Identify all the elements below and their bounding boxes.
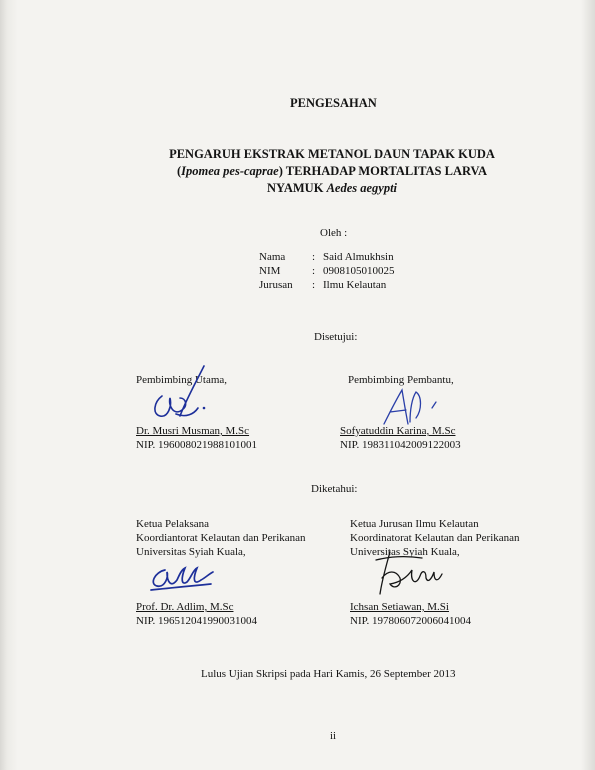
author-row-nim (259, 264, 395, 278)
author-label-nim: NIM (259, 265, 281, 277)
supervisor-main-nip: NIP. 196008021988101001 (136, 439, 258, 451)
title-line-1: PENGARUH EKSTRAK METANOL DAUN TAPAK KUDA (169, 147, 495, 161)
page-edge-shadow-left (0, 0, 18, 770)
signature-coordinator (145, 560, 217, 596)
acknowledged-label: Diketahui: (311, 483, 358, 495)
head-dept-role-line-3: Universitas Syiah Kuala, (350, 546, 460, 558)
page-heading: PENGESAHAN (290, 96, 377, 110)
by-label: Oleh : (320, 227, 348, 239)
coordinator-role-line-3: Universitas Syiah Kuala, (136, 546, 246, 558)
coordinator-nip: NIP. 196512041990031004 (136, 615, 258, 627)
page-number: ii (330, 730, 337, 742)
supervisor-assist-name: Sofyatuddin Karina, M.Sc (340, 425, 456, 437)
signature-head-dept (372, 548, 452, 600)
author-sep-department: : (312, 279, 316, 291)
title-line-3-prefix: NYAMUK (266, 181, 324, 195)
title-plant-species: Ipomea pes-caprae (181, 164, 279, 178)
supervisor-assist-nip: NIP. 198311042009122003 (340, 439, 461, 451)
author-info (259, 250, 395, 292)
exam-statement: Lulus Ujian Skripsi pada Hari Kamis, 26 September 2013 (201, 668, 456, 680)
supervisor-assist-role: Pembimbing Pembantu, (348, 374, 454, 386)
author-sep-nim: : (312, 265, 316, 277)
coordinator-role (136, 517, 306, 559)
signature-supervisor-main (140, 362, 240, 426)
thesis-title: PENGARUH EKSTRAK METANOL DAUN TAPAK KUDA (Ipomea pes-caprae) TERHADAP MORTALITAS LARVA NYAMUK Aedes aegypti (169, 147, 495, 195)
coordinator-name: Prof. Dr. Adlim, M.Sc (136, 601, 234, 613)
author-label-department: Jurusan (259, 279, 293, 291)
title-mosquito-species: Aedes aegypti (326, 181, 398, 195)
title-line-2: TERHADAP MORTALITAS LARVA (285, 164, 487, 178)
approved-label: Disetujui: (314, 331, 358, 343)
head-dept-role-line-2: Koordinatorat Kelautan dan Perikanan (350, 532, 520, 544)
head-dept-nip: NIP. 197806072006041004 (350, 615, 472, 627)
coordinator-role-line-2: Koordiantorat Kelautan dan Perikanan (136, 532, 306, 544)
author-row-department (259, 278, 395, 292)
author-row-name (259, 250, 395, 264)
author-value-nim: 0908105010025 (323, 265, 395, 277)
head-dept-name: Ichsan Setiawan, M.Si (350, 601, 449, 613)
coordinator-role-line-1: Ketua Pelaksana (136, 518, 209, 530)
page-edge-shadow-right (581, 0, 595, 770)
supervisor-main-role: Pembimbing Utama, (136, 374, 228, 386)
author-sep-name: : (312, 251, 316, 263)
author-value-name: Said Almukhsin (323, 251, 394, 263)
head-dept-role-line-1: Ketua Jurusan Ilmu Kelautan (350, 518, 479, 530)
author-value-department: Ilmu Kelautan (323, 279, 387, 291)
supervisor-main-name: Dr. Musri Musman, M.Sc (136, 425, 250, 437)
author-label-name: Nama (259, 251, 286, 263)
